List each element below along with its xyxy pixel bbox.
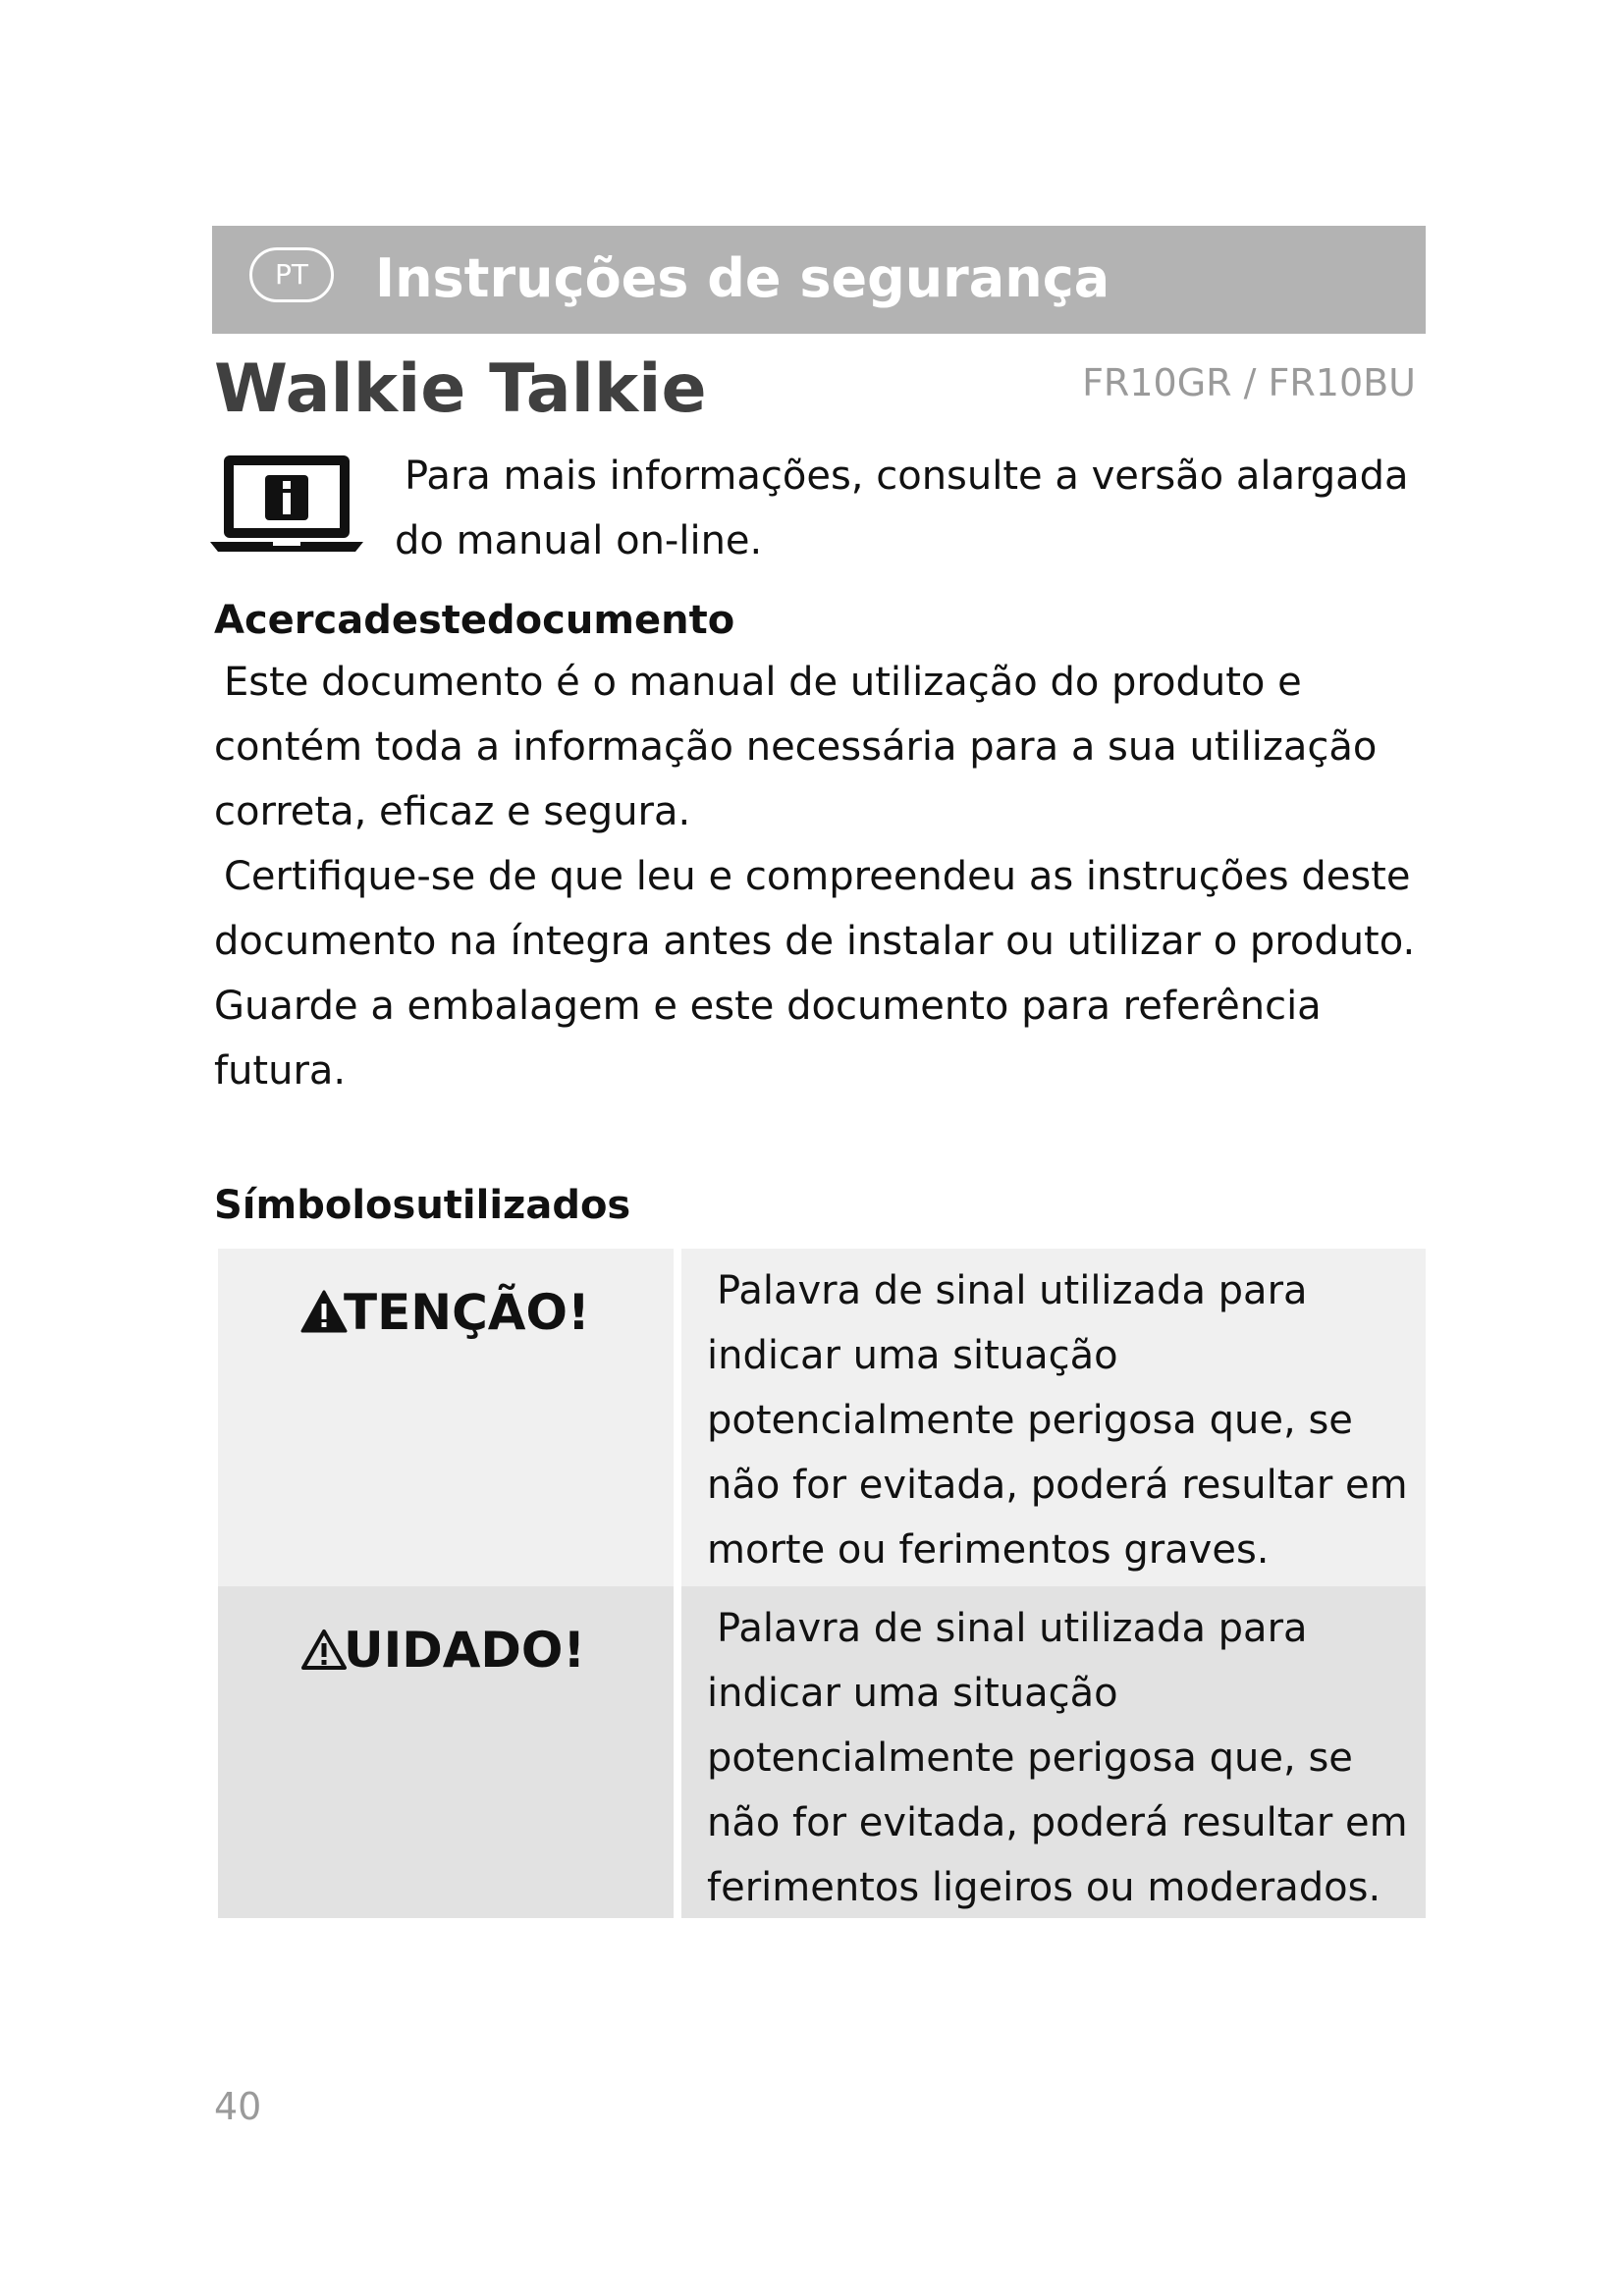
paragraph-line: futura. [214,1048,347,1094]
symbol-row-warning [218,1249,1426,1586]
signal-word-warning [300,1278,674,1347]
model-number: FR10GR / FR10BU [1082,361,1416,404]
paragraph-line: correta, eficaz e segura. [214,789,691,834]
description-line: potencialmente perigosa que, se [707,1735,1353,1781]
online-manual-note-line: do manual on-line. [395,518,763,563]
symbol-description-cell [681,1249,1426,1586]
paragraph-line: Este documento é o manual de utilização do produto e [224,660,1302,705]
symbol-row-caution [218,1586,1426,1918]
description-line: não for evitada, poderá resultar em [707,1463,1408,1508]
section-header-bar [212,226,1426,334]
symbols-table [218,1249,1426,1918]
paragraph-line: Certifique-se de que leu e compreendeu as instruções deste [224,854,1411,899]
about-document-text [214,650,1432,1103]
paragraph-line: contém toda a informação necessária para a sua utilização [214,724,1378,770]
description-line: não for evitada, poderá resultar em [707,1800,1408,1845]
description-line: ferimentos ligeiros ou moderados. [707,1865,1381,1910]
symbol-label-cell [218,1586,674,1918]
warning-filled-triangle-icon [300,1290,348,1333]
symbols-heading: Símbolosutilizados [214,1183,631,1228]
description-line: indicar uma situação [707,1333,1118,1378]
paragraph-line: documento na íntegra antes de instalar ou utilizar o produto. [214,919,1416,964]
laptop-info-icon [210,452,363,558]
description-line: morte ou ferimentos graves. [707,1527,1270,1573]
description-line: potencialmente perigosa que, se [707,1398,1353,1443]
signal-word-caution [300,1616,674,1684]
paragraph-line: Guarde a embalagem e este documento para referência [214,984,1322,1029]
product-title: Walkie Talkie [214,350,707,428]
page-number: 40 [214,2085,262,2128]
description-line: Palavra de sinal utilizada para [717,1268,1308,1313]
section-title: Instruções de segurança [375,247,1110,309]
caution-outline-triangle-icon [300,1628,348,1671]
language-badge: PT [249,247,334,302]
description-line: Palavra de sinal utilizada para [717,1606,1308,1651]
signal-word-label: TENÇÃO! [344,1284,590,1341]
signal-word-label: UIDADO! [344,1622,586,1679]
description-line: indicar uma situação [707,1671,1118,1716]
about-document-heading: Acercadestedocumento [214,598,735,643]
symbol-label-cell [218,1249,674,1586]
online-manual-note-line: Para mais informações, consulte a versão alargada [405,454,1409,499]
online-manual-note [395,444,1416,573]
symbol-description-cell [681,1586,1426,1918]
